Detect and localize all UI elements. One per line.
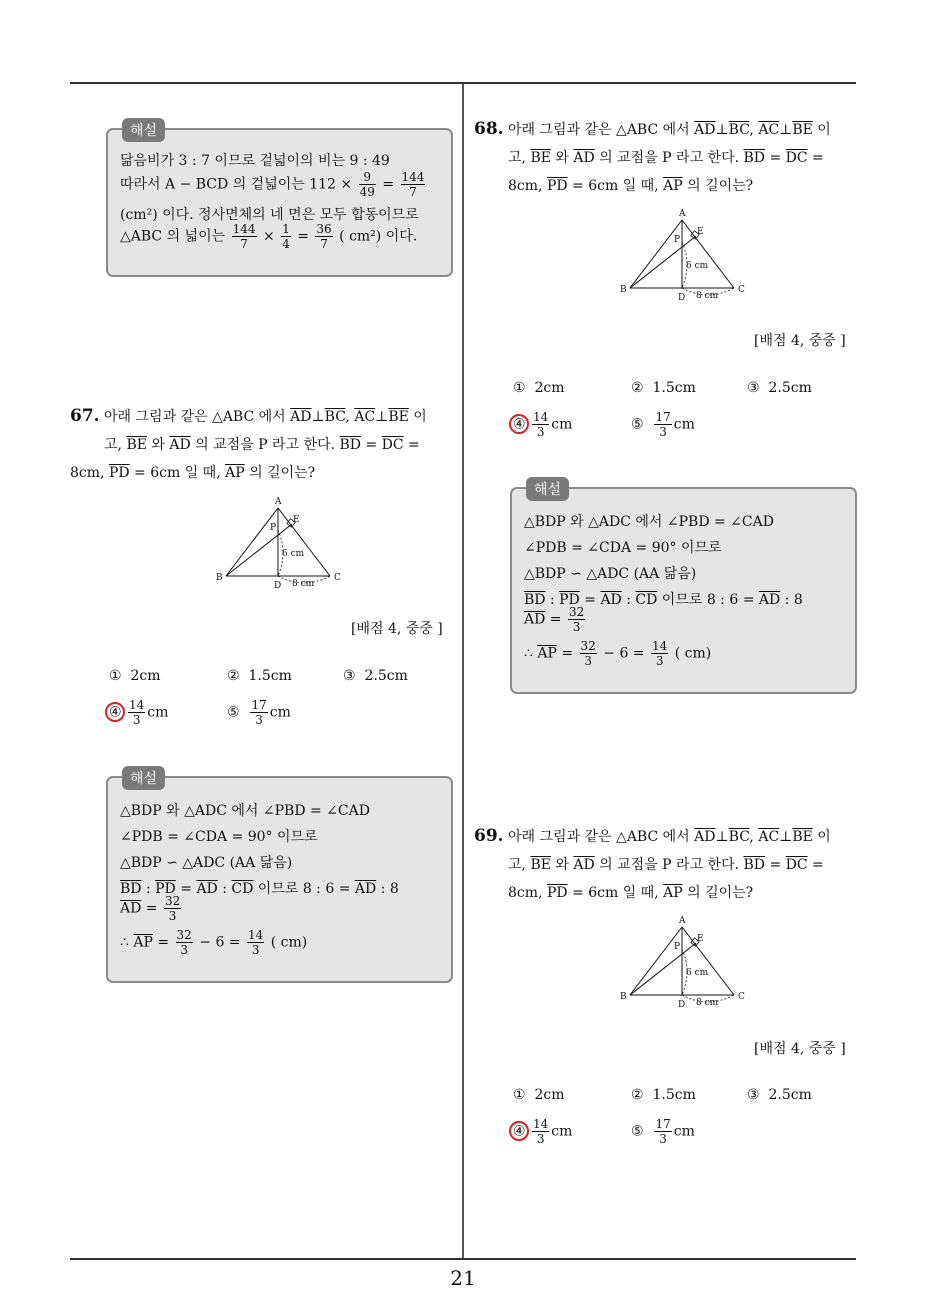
choice-3[interactable]: ③ 2.5cm xyxy=(747,380,812,396)
question-68: 68. 아래 그림과 같은 △ABC 에서 $\overline{AD}\perp\overline{BC}$, $\overline{AC}\perp\overline{BE}$ 이 고, $\overline{BE}$ 와 $\overline{AD}$ 의 교점을 P 라고 한다. $\overline{BD} = \overline{DC}$ = 8cm, $\overline{PD} = 6cm$ 일 때, $\overline{AP}$ 의 길이는? xyxy=(474,119,831,194)
page-number: 21 xyxy=(450,1266,476,1290)
solution-box-68: 해설 △BDP 와 △ADC 에서 ∠PBD = ∠CAD ∠PDB = ∠CDA = 90° 이므로 △BDP ∽ △ADC (AA 닮음) $\overline{BD}$ : $\overline{PD} = \overline{AD}$ : $\overline{CD}$ 이므로 8 : $6 = \overline{AD}$ : 8 $\overline{AD}$ = $\frac{32}{3}$ ∴ $\overline{AP}$ = $\frac{32}{3}$ − 6 = $\frac{14}{3}$ ( cm) xyxy=(510,487,857,694)
figure-label-e: E xyxy=(293,515,300,525)
triangle-figure xyxy=(212,494,352,590)
figure-label-a: A xyxy=(679,209,686,219)
choice-2[interactable]: ② 1.5cm xyxy=(227,668,292,684)
column-divider xyxy=(462,84,464,1258)
choice-3[interactable]: ③ 2.5cm xyxy=(343,668,408,684)
choice-2[interactable]: ② 1.5cm xyxy=(631,380,696,396)
score-label: [배점 4, 중중 ] xyxy=(754,333,846,349)
solution-line: △ABC 의 넓이는 $\frac{144}{7}$ × $\frac{1}{4}$ = $\frac{36}{7}$ ( cm²) 이다. xyxy=(120,222,418,251)
figure-label-d: D xyxy=(678,1000,686,1010)
choice-4[interactable]: ④ $\frac{14}{3}$ cm xyxy=(513,410,573,439)
solution-tag: 해설 xyxy=(122,766,165,790)
choice-3[interactable]: ③ 2.5cm xyxy=(747,1087,812,1103)
question-number: 67. xyxy=(70,406,100,426)
choice-5[interactable]: ⑤ $\frac{17}{3}$ cm xyxy=(631,410,695,439)
figure-label-d: D xyxy=(274,581,282,591)
question-69: 69. 아래 그림과 같은 △ABC 에서 $\overline{AD}\perp\overline{BC}$, $\overline{AC}\perp\overline{BE}$ 이 고, $\overline{BE}$ 와 $\overline{AD}$ 의 교점을 P 라고 한다. $\overline{BD} = \overline{DC}$ = 8cm, $\overline{PD} = 6cm$ 일 때, $\overline{AP}$ 의 길이는? xyxy=(474,826,831,901)
choice-1[interactable]: ① 2cm xyxy=(109,668,161,684)
choice-5[interactable]: ⑤ $\frac{17}{3}$ cm xyxy=(227,698,291,727)
figure-label-b: B xyxy=(216,573,223,583)
figure-label-d: D xyxy=(678,293,686,303)
question-number: 69. xyxy=(474,826,504,846)
figure-label-e: E xyxy=(697,227,704,237)
bottom-rule xyxy=(70,1258,856,1260)
figure-label-c: C xyxy=(334,573,341,583)
figure-label-c: C xyxy=(738,285,745,295)
score-label: [배점 4, 중중 ] xyxy=(754,1041,846,1057)
solution-box-66 xyxy=(106,123,453,277)
figure-label-p: P xyxy=(270,523,277,533)
choice-5[interactable]: ⑤ $\frac{17}{3}$ cm xyxy=(631,1117,695,1146)
choice-4[interactable]: ④ $\frac{14}{3}$ cm xyxy=(109,698,169,727)
solution-box-67: 해설 △BDP 와 △ADC 에서 ∠PBD = ∠CAD ∠PDB = ∠CDA = 90° 이므로 △BDP ∽ △ADC (AA 닮음) $\overline{BD}$ : $\overline{PD} = \overline{AD}$ : $\overline{CD}$ 이므로 8 : $6 = \overline{AD}$ : 8 $\overline{AD}$ = $\frac{32}{3}$ ∴ $\overline{AP}$ = $\frac{32}{3}$ − 6 = $\frac{14}{3}$ ( cm) xyxy=(106,776,453,983)
choice-4[interactable]: ④ $\frac{14}{3}$ cm xyxy=(513,1117,573,1146)
figure-label-p: P xyxy=(674,235,681,245)
choice-2[interactable]: ② 1.5cm xyxy=(631,1087,696,1103)
solution-tag: 해설 xyxy=(526,477,569,501)
question-number: 68. xyxy=(474,119,504,139)
solution-line: 닮음비가 3 : 7 이므로 겉넓이의 비는 9 : 49 xyxy=(120,153,390,169)
figure-label-b: B xyxy=(620,992,627,1002)
figure-label-a: A xyxy=(275,497,282,507)
figure-label-c: C xyxy=(738,992,745,1002)
figure-label-p: P xyxy=(674,942,681,952)
figure-label-6cm: 6 cm xyxy=(282,549,305,559)
score-label: [배점 4, 중중 ] xyxy=(351,621,443,637)
choice-1[interactable]: ① 2cm xyxy=(513,380,565,396)
figure-label-8cm: 8 cm xyxy=(696,998,719,1008)
figure-label-8cm: 8 cm xyxy=(292,579,315,589)
figure-label-6cm: 6 cm xyxy=(686,261,709,271)
figure-label-8cm: 8 cm xyxy=(696,291,719,301)
triangle-figure xyxy=(616,206,756,302)
figure-label-e: E xyxy=(697,934,704,944)
solution-line: 따라서 A − BCD 의 겉넓이는 112 × $\frac{9}{49}$ = $\frac{144}{7}$ xyxy=(120,170,425,199)
figure-label-a: A xyxy=(679,916,686,926)
choice-1[interactable]: ① 2cm xyxy=(513,1087,565,1103)
question-67: 67. 아래 그림과 같은 △ABC 에서 $\overline{AD}\perp\overline{BC}$, $\overline{AC}\perp\overline{BE}$ 이 고, $\overline{BE}$ 와 $\overline{AD}$ 의 교점을 P 라고 한다. $\overline{BD} = \overline{DC}$ = 8cm, $\overline{PD} = 6cm$ 일 때, $\overline{AP}$ 의 길이는? xyxy=(70,406,427,481)
triangle-figure xyxy=(616,913,756,1009)
figure-label-b: B xyxy=(620,285,627,295)
solution-tag: 해설 xyxy=(122,118,165,142)
solution-line: (cm²) 이다. 정사면체의 네 면은 모두 합동이므로 xyxy=(120,207,419,223)
figure-label-6cm: 6 cm xyxy=(686,968,709,978)
